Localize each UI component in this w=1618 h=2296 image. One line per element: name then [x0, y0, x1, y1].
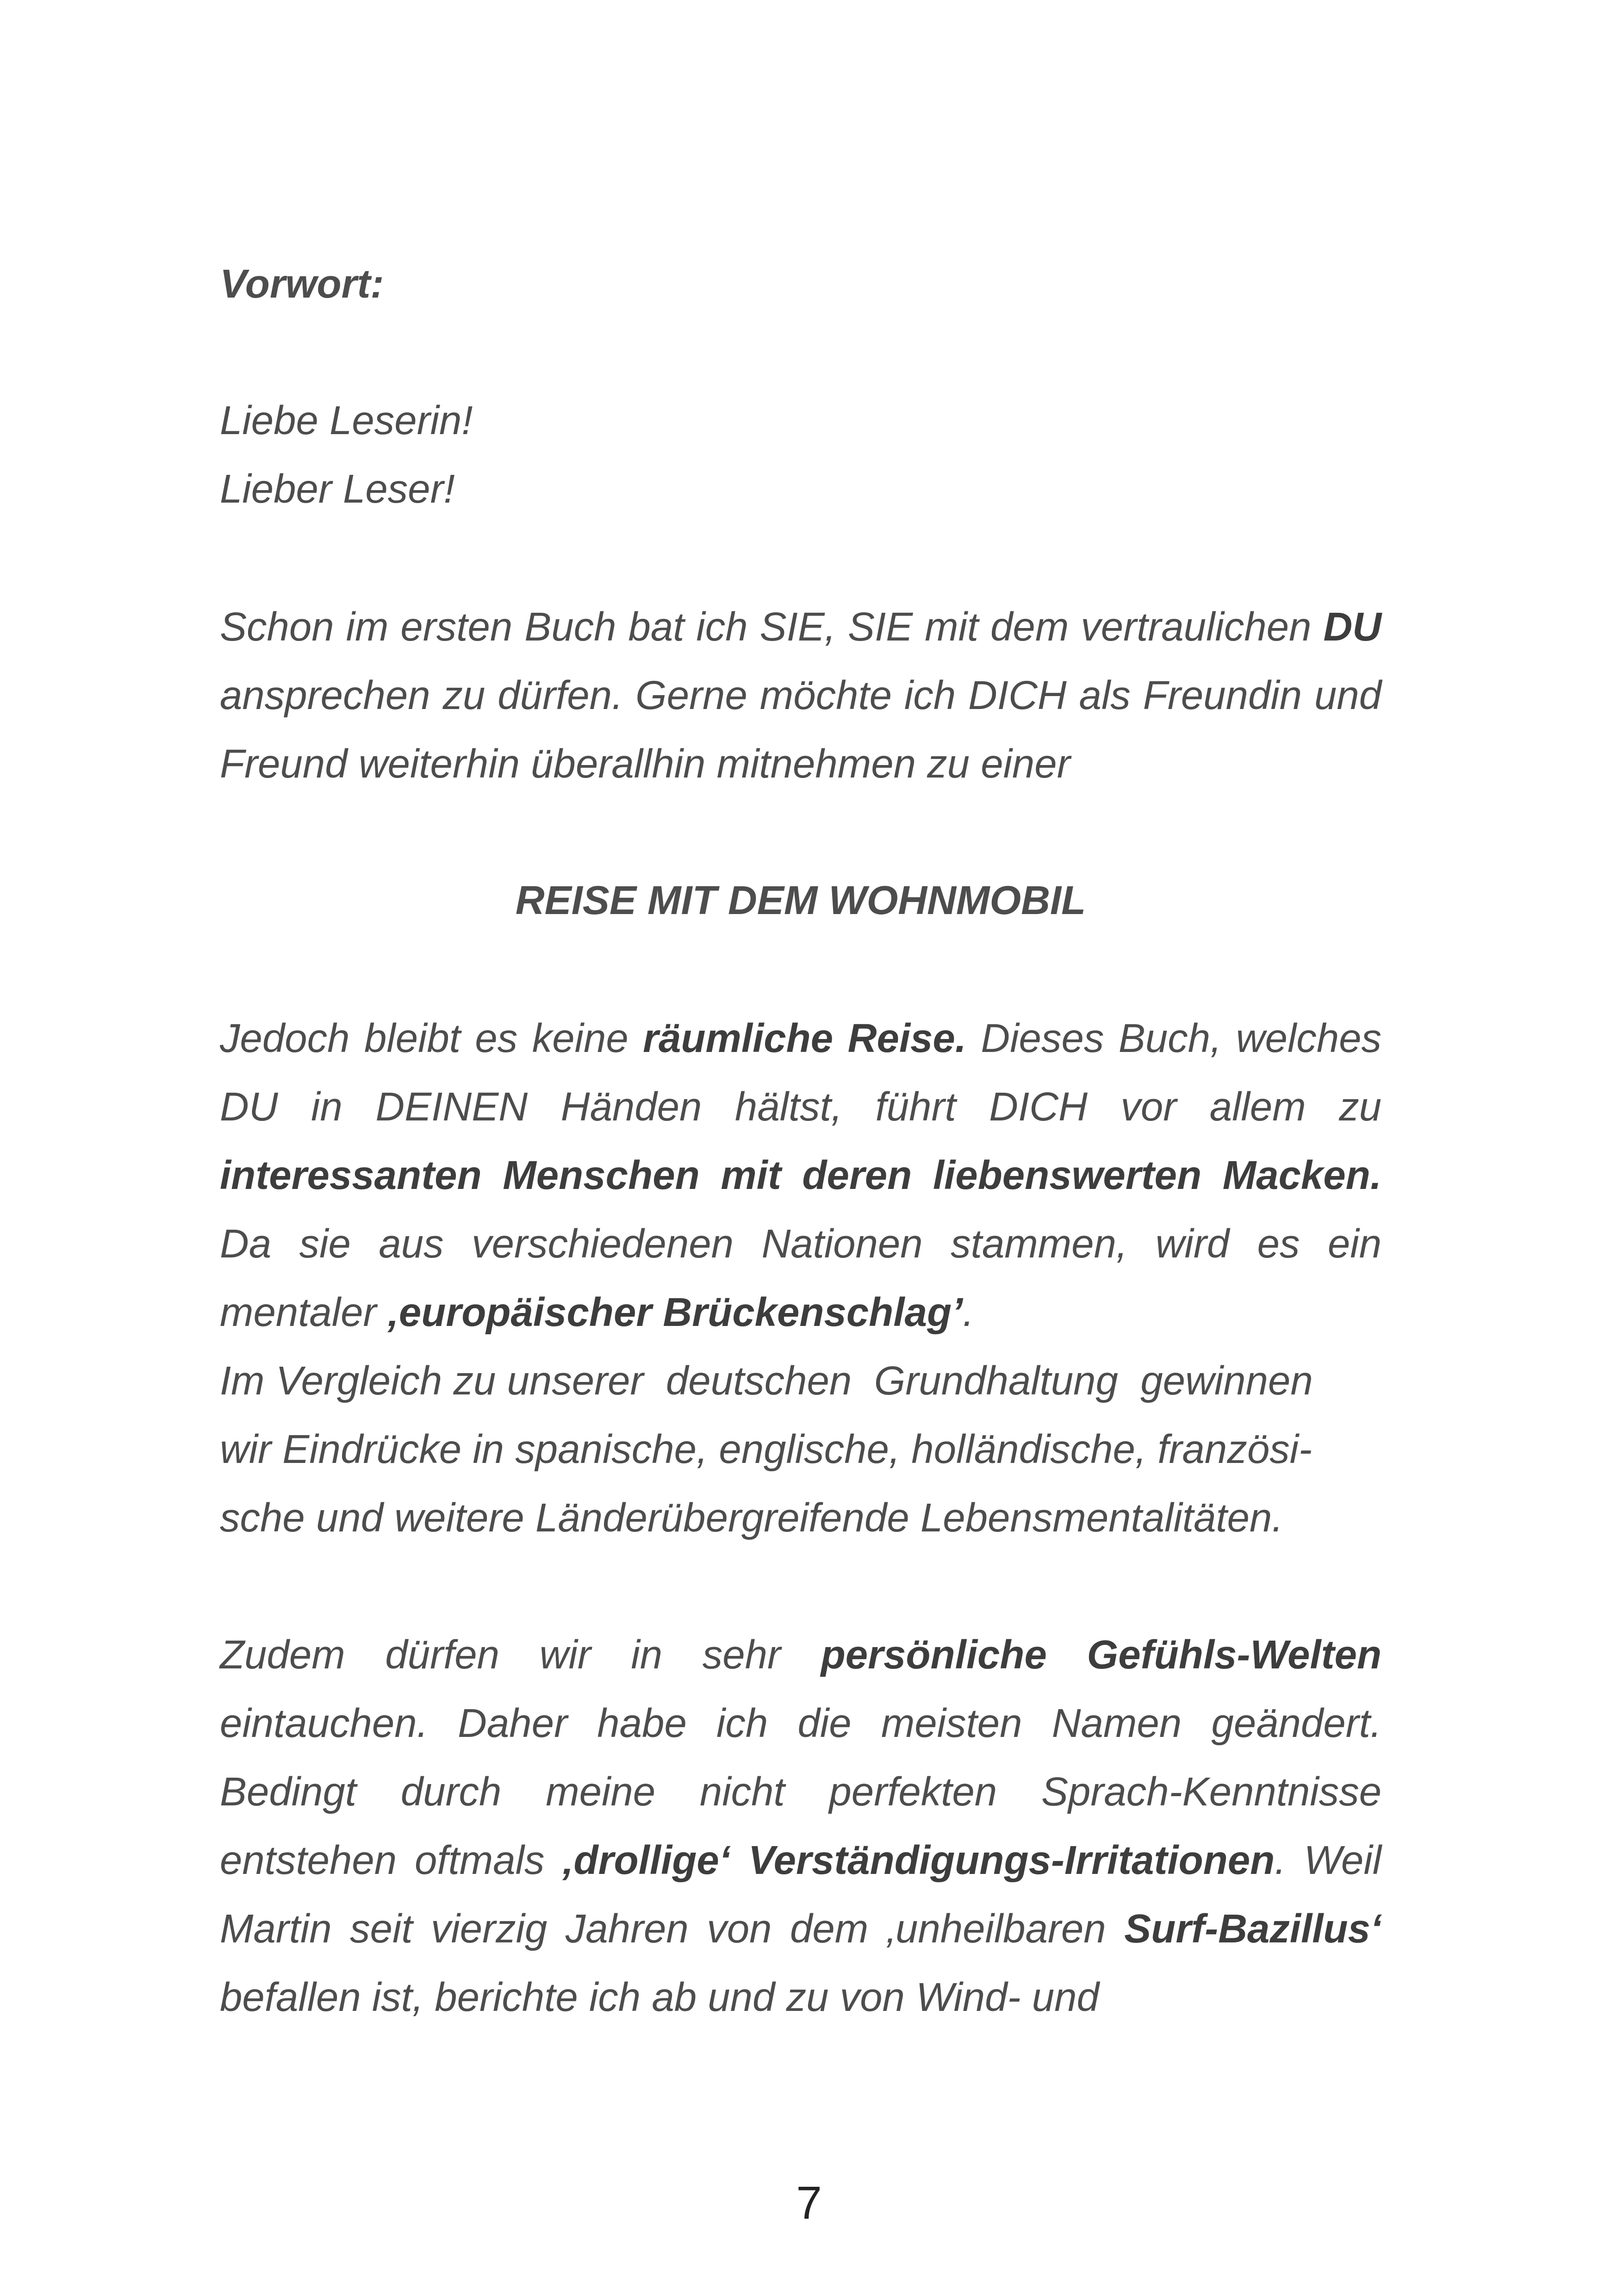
paragraph-3 — [220, 1347, 1382, 1552]
paragraph-4-text-2: eintauchen. Daher habe ich die meisten Namen geändert. Bedingt durch meine nicht perfekten Sprach-Kenntnisse entstehen oftmals — [220, 1701, 1382, 1883]
salutation-line-2: Lieber Leser! — [220, 467, 455, 511]
paragraph-1-text-2: ansprechen zu dürfen. Gerne möchte ich DICH als Freundin und Freund weiterhin überallhin mitnehmen zu einer — [220, 673, 1382, 786]
salutation — [220, 386, 1382, 523]
paragraph-2-bold-2: interessanten Menschen mit deren liebenswerten Macken. — [220, 1153, 1382, 1198]
paragraph-3-line-3: sche und weitere Länderübergreifende Lebensmentalitäten. — [220, 1495, 1283, 1540]
paragraph-2-text-2: Dieses Buch, welches DU in DEINEN Händen hältst, führt DICH vor allem zu — [220, 1016, 1382, 1129]
salutation-line-1: Liebe Leserin! — [220, 398, 473, 443]
paragraph-2-text-4: . — [963, 1290, 974, 1335]
paragraph-3-line-1: Im Vergleich zu unserer deutschen Grundhaltung gewinnen — [220, 1358, 1313, 1403]
paragraph-2-text-3: Da sie aus verschiedenen Nationen stammen, wird es ein mentaler — [220, 1221, 1382, 1335]
paragraph-1 — [220, 593, 1382, 798]
paragraph-2-bold-1: räumliche Reise. — [643, 1016, 966, 1061]
paragraph-4-bold-3: Surf-Bazillus‘ — [1124, 1906, 1382, 1951]
paragraph-4-text-4: befallen ist, berichte ich ab und zu von Wind- und — [220, 1975, 1099, 2020]
paragraph-2-text-1: Jedoch bleibt es keine — [220, 1016, 643, 1061]
page-heading: Vorwort: — [220, 261, 384, 306]
paragraph-4 — [220, 1621, 1382, 2032]
paragraph-2-bold-3: ‚europäischer Brückenschlag’ — [387, 1290, 963, 1335]
paragraph-3-line-2: wir Eindrücke in spanische, englische, holländische, französi- — [220, 1427, 1312, 1472]
paragraph-4-text-1: Zudem dürfen wir in sehr — [220, 1632, 821, 1677]
paragraph-2 — [220, 1004, 1382, 1347]
page-number: 7 — [796, 2177, 822, 2229]
paragraph-4-bold-2: ‚drollige‘ Verständigungs-Irritationen — [562, 1838, 1275, 1883]
paragraph-1-text-1: Schon im ersten Buch bat ich SIE, SIE mit dem vertraulichen — [220, 604, 1324, 649]
centered-title: REISE MIT DEM WOHNMOBIL — [515, 878, 1086, 923]
paragraph-4-bold-1: persönliche Gefühls-Welten — [821, 1632, 1382, 1677]
paragraph-4-text-3: . Weil Martin seit vierzig Jahren von dem ‚unheilbaren — [220, 1838, 1382, 1951]
paragraph-1-bold-1: DU — [1323, 604, 1382, 649]
